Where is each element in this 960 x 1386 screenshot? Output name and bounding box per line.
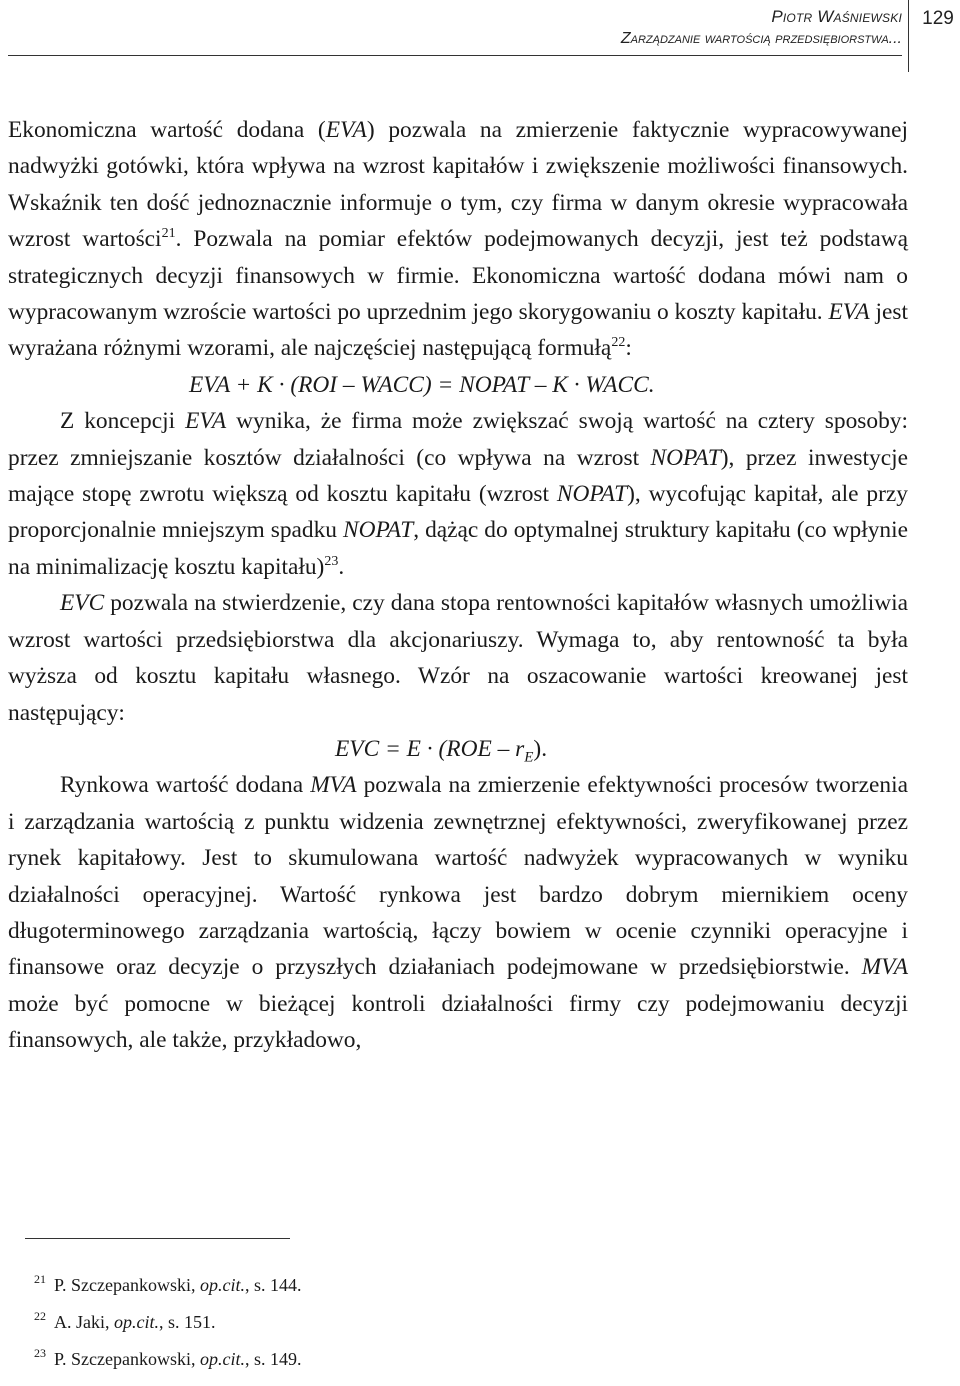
- header-title: Zarządzanie wartością przedsiębiorstwa...: [620, 30, 902, 47]
- term-evc: EVC: [60, 590, 105, 617]
- paragraph-mva: [8, 767, 908, 1058]
- footnote-text: [54, 1275, 302, 1295]
- term-eva: EVA: [185, 408, 227, 435]
- footnote-author: A. Jaki,: [54, 1312, 114, 1332]
- footnote-21: [34, 1272, 734, 1312]
- term-nopat: NOPAT: [556, 481, 628, 508]
- header-rule: [8, 55, 902, 56]
- footnote-text: [54, 1349, 302, 1369]
- main-text: [8, 112, 908, 1059]
- text-run: wynika, że firma może zwiększać swoją wartość na cztery sposoby: przez zmniejszanie kosztów działalności (co wpływa na wzrost: [8, 408, 908, 471]
- footnote-page: , s. 151.: [159, 1312, 216, 1332]
- footnote-22: [34, 1309, 734, 1349]
- page-number: 129: [922, 8, 954, 29]
- text-run: Rynkowa wartość dodana: [60, 772, 311, 799]
- paragraph-eva: [8, 112, 908, 367]
- term-eva: EVA: [325, 117, 367, 143]
- footnote-cit: op.cit.: [199, 1349, 245, 1369]
- paragraph-evc: [8, 585, 908, 731]
- footnotes: [34, 1272, 734, 1386]
- footnote-page: , s. 149.: [244, 1349, 302, 1369]
- running-header: [0, 0, 960, 72]
- footnote-rule: [25, 1238, 290, 1239]
- footnote-cit: op.cit.: [199, 1275, 245, 1295]
- text-run: ) pozwala na zmierzenie faktycznie wypracowywanej nadwyżki gotówki, która wpływa na wzrost kapitałów i zwiększenie możliwości finansowych. Wskaźnik ten dość jednoznacznie informuje o tym, czy firma w danym okresie wypracowała wzrost wartości: [8, 117, 908, 253]
- footnote-number: 23: [34, 1346, 46, 1360]
- footnote-ref[interactable]: 23: [324, 554, 339, 570]
- text-run: może być pomocne w bieżącej kontroli działalności firmy czy podejmowaniu decyzji finansowych, ale także, przykładowo,: [8, 990, 908, 1054]
- text-run: .: [338, 553, 345, 580]
- text-run: Z koncepcji: [60, 408, 186, 435]
- formula-end: ).: [533, 735, 548, 762]
- footnote-cit: op.cit.: [114, 1312, 159, 1332]
- term-nopat: NOPAT: [343, 517, 414, 544]
- text-run: , dążąc do optymalnej struktury kapitału (co wpłynie na minimalizację kosztu kapitału): [8, 517, 908, 580]
- term-eva: EVA: [828, 299, 870, 326]
- text-run: ), wycofując kapitał, ale przy proporcjonalnie mniejszym spadku: [8, 481, 908, 544]
- footnote-text: [54, 1312, 216, 1332]
- header-author: Piotr Waśniewski: [771, 7, 902, 26]
- formula-subscript: E: [524, 749, 534, 766]
- footnote-author: P. Szczepankowski,: [54, 1349, 200, 1369]
- text-run: :: [625, 335, 632, 362]
- text-run: pozwala na zmierzenie efektywności procesów tworzenia i zarządzania wartością z punktu widzenia zewnętrznej efektywności, zweryfikowanej przez rynek kapitałowy. Jest to skumulowana wartość nadwyżek wypracowanych w wyniku działalności operacyjnej. Wartość rynkowa jest bardzo dobrym miernikiem oceny długoterminowego zarządzania wartością, łączy bowiem w ocenie czynniki operacyjne i finansowe oraz decyzje o przyszłych działaniach podejmowane w przedsiębiorstwie.: [8, 772, 908, 981]
- text-run: . Pozwala na pomiar efektów podejmowanych decyzji, jest też podstawą strategicznych decyzji finansowych w firmie. Ekonomiczna wartość dodana mówi nam o wypracowanym wzroście wartości po uprzednim jego skorygowaniu o koszty kapitału.: [8, 226, 908, 326]
- footnote-author: P. Szczepankowski,: [54, 1275, 200, 1295]
- paragraph-eva-ways: [8, 403, 908, 585]
- footnote-number: 22: [34, 1309, 46, 1323]
- text-run: jest wyrażana różnymi wzorami, ale najczęściej następującą formułą: [8, 299, 908, 362]
- header-text: [621, 6, 902, 50]
- footnote-23: [34, 1346, 734, 1386]
- text-run: ), przez inwestycje mające stopę zwrotu większą od kosztu kapitału (wzrost: [8, 444, 908, 508]
- footnote-page: , s. 144.: [244, 1275, 302, 1295]
- footnote-number: 21: [34, 1272, 46, 1286]
- term-mva: MVA: [861, 954, 908, 981]
- term-mva: MVA: [310, 772, 357, 799]
- header-vertical-rule: [908, 0, 909, 72]
- formula-eva: EVA + K · (ROI – WACC) = NOPAT – K · WACC.: [189, 371, 655, 398]
- formula-main: EVC = E · (ROE – r: [335, 735, 525, 762]
- text-run: pozwala na stwierdzenie, czy dana stopa rentowności kapitałów własnych umożliwia wzrost wartości przedsiębiorstwa dla akcjonariuszy. Wymaga to, aby rentowność ta była wyższa od kosztu kapitału własnego. Wzór na oszacowanie wartości kreowanej jest następujący:: [8, 590, 908, 726]
- footnote-ref[interactable]: 21: [161, 226, 176, 242]
- text-run: Ekonomiczna wartość dodana (: [8, 117, 326, 143]
- footnote-ref[interactable]: 22: [611, 335, 626, 351]
- term-nopat: NOPAT: [650, 444, 721, 471]
- formula-evc: [8, 731, 908, 767]
